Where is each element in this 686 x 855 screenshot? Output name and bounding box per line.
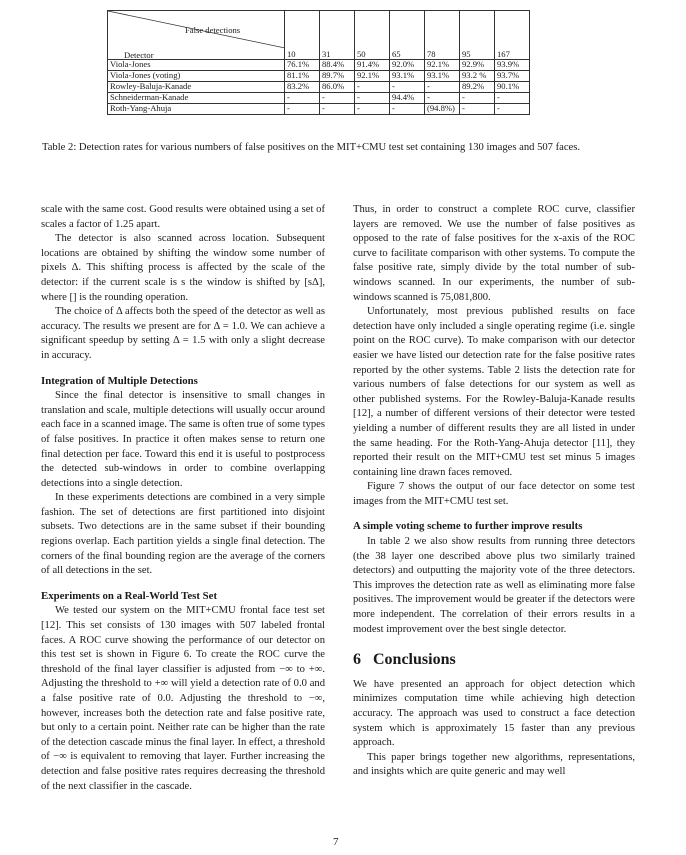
right-column: [353, 203, 635, 780]
detection-rate-cell: -: [320, 104, 355, 115]
detector-label: Detector: [124, 50, 154, 60]
paragraph: Thus, in order to construct a complete ROC curve, classifier layers are removed. We use the number of false positives as opposed to the rate of false positives for the x-axis of the ROC curve to facilitate comparison with other systems. To compute the false positive rate, simply divide by the total number of sub-windows scanned. In our experiments, the number of sub-windows scanned is 75,081,800.: [353, 204, 635, 303]
paragraph: scale with the same cost. Good results were obtained using a set of scales a factor of 1.25 apart.: [41, 204, 325, 230]
detection-rate-cell: 93.7%: [495, 71, 530, 82]
left-column: [41, 203, 325, 794]
detection-rate-cell: 86.0%: [320, 82, 355, 93]
paragraph: The choice of Δ affects both the speed of the detector as well as accuracy. The results we present are for Δ = 1.0. We can achieve a significant speedup by setting Δ = 1.5 with only a slight decrease in accuracy.: [41, 306, 325, 361]
detection-rate-cell: -: [390, 104, 425, 115]
detection-rate-cell: 91.4%: [355, 60, 390, 71]
table-header-row: [108, 11, 530, 60]
table-caption: Table 2: Detection rates for various numbers of false positives on the MIT+CMU test set containing 130 images and 507 faces.: [42, 142, 581, 153]
detection-rate-cell: 89.7%: [320, 71, 355, 82]
page-number: 7: [333, 836, 339, 848]
subheading: A simple voting scheme to further improve results: [353, 520, 583, 533]
detection-rate-cell: 88.4%: [320, 60, 355, 71]
detection-rate-cell: -: [425, 82, 460, 93]
detection-rate-cell: 92.9%: [460, 60, 495, 71]
detection-rate-cell: -: [355, 104, 390, 115]
paragraph: Unfortunately, most previous published results on face detection have only included a single operating regime (i.e. single point on the ROC curve). To make comparison with our detector easier we have listed our detection rate for the false positive rates reported by the other systems. Table 2 lists the detection rate for various numbers of false detections for our system as well as other published systems. For the Rowley-Baluja-Kanade results [12], a number of different versions of their detector were tested yielding a number of different results they are all listed in under the same heading. For the Roth-Yang-Ahuja detector [11], they reported their result on the MIT+CMU test set minus 5 images containing line drawn faces removed.: [353, 306, 635, 478]
table-row: [108, 71, 530, 82]
detection-rate-cell: -: [425, 93, 460, 104]
column-header: 78: [425, 11, 460, 60]
detection-rate-cell: 92.1%: [425, 60, 460, 71]
section-heading: [353, 653, 635, 668]
detection-rate-cell: -: [460, 104, 495, 115]
column-header: 95: [460, 11, 495, 60]
paragraph: In these experiments detections are combined in a very simple fashion. The set of detections are first partitioned into disjoint subsets. Two detections are in the same subset if their bounding regions overlap. Each partition yields a single final detection. The corners of the final bounding region are the average of the corners of all detections in the set.: [41, 492, 325, 577]
detection-rate-cell: 89.2%: [460, 82, 495, 93]
paragraph: This paper brings together new algorithms, representations, and insights which are quite generic and may well: [353, 751, 635, 778]
paragraph: Figure 7 shows the output of our face detector on some test images from the MIT+CMU test set.: [353, 481, 635, 507]
section-title: Conclusions: [373, 651, 456, 669]
detection-rate-cell: 93.2 %: [460, 71, 495, 82]
detection-rate-cell: -: [355, 93, 390, 104]
detection-rate-cell: -: [285, 93, 320, 104]
paragraph: We have presented an approach for object detection which minimizes computation time while achieving high detection accuracy. The approach was used to construct a face detection system which is approximately 15 faster than any previous approach.: [353, 678, 635, 749]
detection-rate-cell: 90.1%: [495, 82, 530, 93]
detection-rate-cell: -: [285, 104, 320, 115]
detection-rate-cell: 83.2%: [285, 82, 320, 93]
paragraph: The detector is also scanned across location. Subsequent locations are obtained by shifting the window some number of pixels Δ. This shifting process is affected by the scale of the detector: if the current scale is s the window is shifted by [sΔ], where [] is the rounding operation.: [41, 233, 325, 303]
detection-rate-cell: -: [495, 104, 530, 115]
detection-rate-cell: 93.1%: [425, 71, 460, 82]
detection-rate-cell: 92.1%: [355, 71, 390, 82]
detection-rate-cell: -: [390, 82, 425, 93]
column-header: 31: [320, 11, 355, 60]
paragraph: In table 2 we also show results from running three detectors (the 38 layer one described above plus two similarly trained detectors) and outputting the majority vote of the three detectors. This improves the detection rate as well as eliminating more false positives. The improvement would be greater if the detectors were more independent. The correlation of their errors results in a modest improvement over the best single detector.: [353, 536, 635, 635]
table-corner-cell: [108, 11, 285, 60]
column-header: 167: [495, 11, 530, 60]
detection-rate-cell: 93.9%: [495, 60, 530, 71]
detection-rate-cell: -: [320, 93, 355, 104]
detector-name-cell: Schneiderman-Kanade: [108, 93, 285, 104]
detection-rate-cell: 76.1%: [285, 60, 320, 71]
subheading: Integration of Multiple Detections: [41, 374, 198, 387]
detection-rate-cell: -: [355, 82, 390, 93]
detection-rate-cell: -: [495, 93, 530, 104]
detection-rate-cell: 81.1%: [285, 71, 320, 82]
paragraph: We tested our system on the MIT+CMU frontal face test set [12]. This set consists of 130 images with 507 labeled frontal faces. A ROC curve showing the performance of our detector on this test set is shown in Figure 6. To create the ROC curve the threshold of the final layer classifier is adjusted from −∞ to +∞. Adjusting the threshold to +∞ will yield a detection rate of 0.0 and a false positive rate of 0.0. Adjusting the threshold to −∞, however, increases both the detection rate and false positive rate, but only to a certain point. Neither rate can be higher than the rate of the detection cascade minus the final layer. In effect, a threshold of −∞ is equivalent to removing that layer. Further increasing the detection and false positive rates requires decreasing the threshold of the next classifier in the cascade.: [41, 605, 325, 792]
table-row: [108, 93, 530, 104]
paragraph: Since the final detector is insensitive to small changes in translation and scale, multiple detections will usually occur around each face in a scanned image. The same is often true of some types of false positives. In practice it often makes sense to return one final detection per face. Toward this end it is useful to postprocess the detected sub-windows in order to combine overlapping detections into a single detection.: [41, 390, 325, 489]
detector-name-cell: Viola-Jones (voting): [108, 71, 285, 82]
detection-rate-cell: 93.1%: [390, 71, 425, 82]
section-number: 6: [353, 651, 361, 669]
detection-rate-cell: 92.0%: [390, 60, 425, 71]
detector-name-cell: Viola-Jones: [108, 60, 285, 71]
table-row: [108, 104, 530, 115]
column-header: 10: [285, 11, 320, 60]
detection-rate-cell: -: [460, 93, 495, 104]
detection-rate-cell: (94.8%): [425, 104, 460, 115]
column-header: 65: [390, 11, 425, 60]
detection-rate-table: [107, 10, 530, 115]
false-detections-label: False detections: [185, 25, 241, 35]
table-row: [108, 60, 530, 71]
detector-name-cell: Roth-Yang-Ahuja: [108, 104, 285, 115]
column-header: 50: [355, 11, 390, 60]
detection-rate-cell: 94.4%: [390, 93, 425, 104]
table-2: [107, 10, 530, 115]
detector-name-cell: Rowley-Baluja-Kanade: [108, 82, 285, 93]
table-row: [108, 82, 530, 93]
subheading: Experiments on a Real-World Test Set: [41, 589, 218, 602]
